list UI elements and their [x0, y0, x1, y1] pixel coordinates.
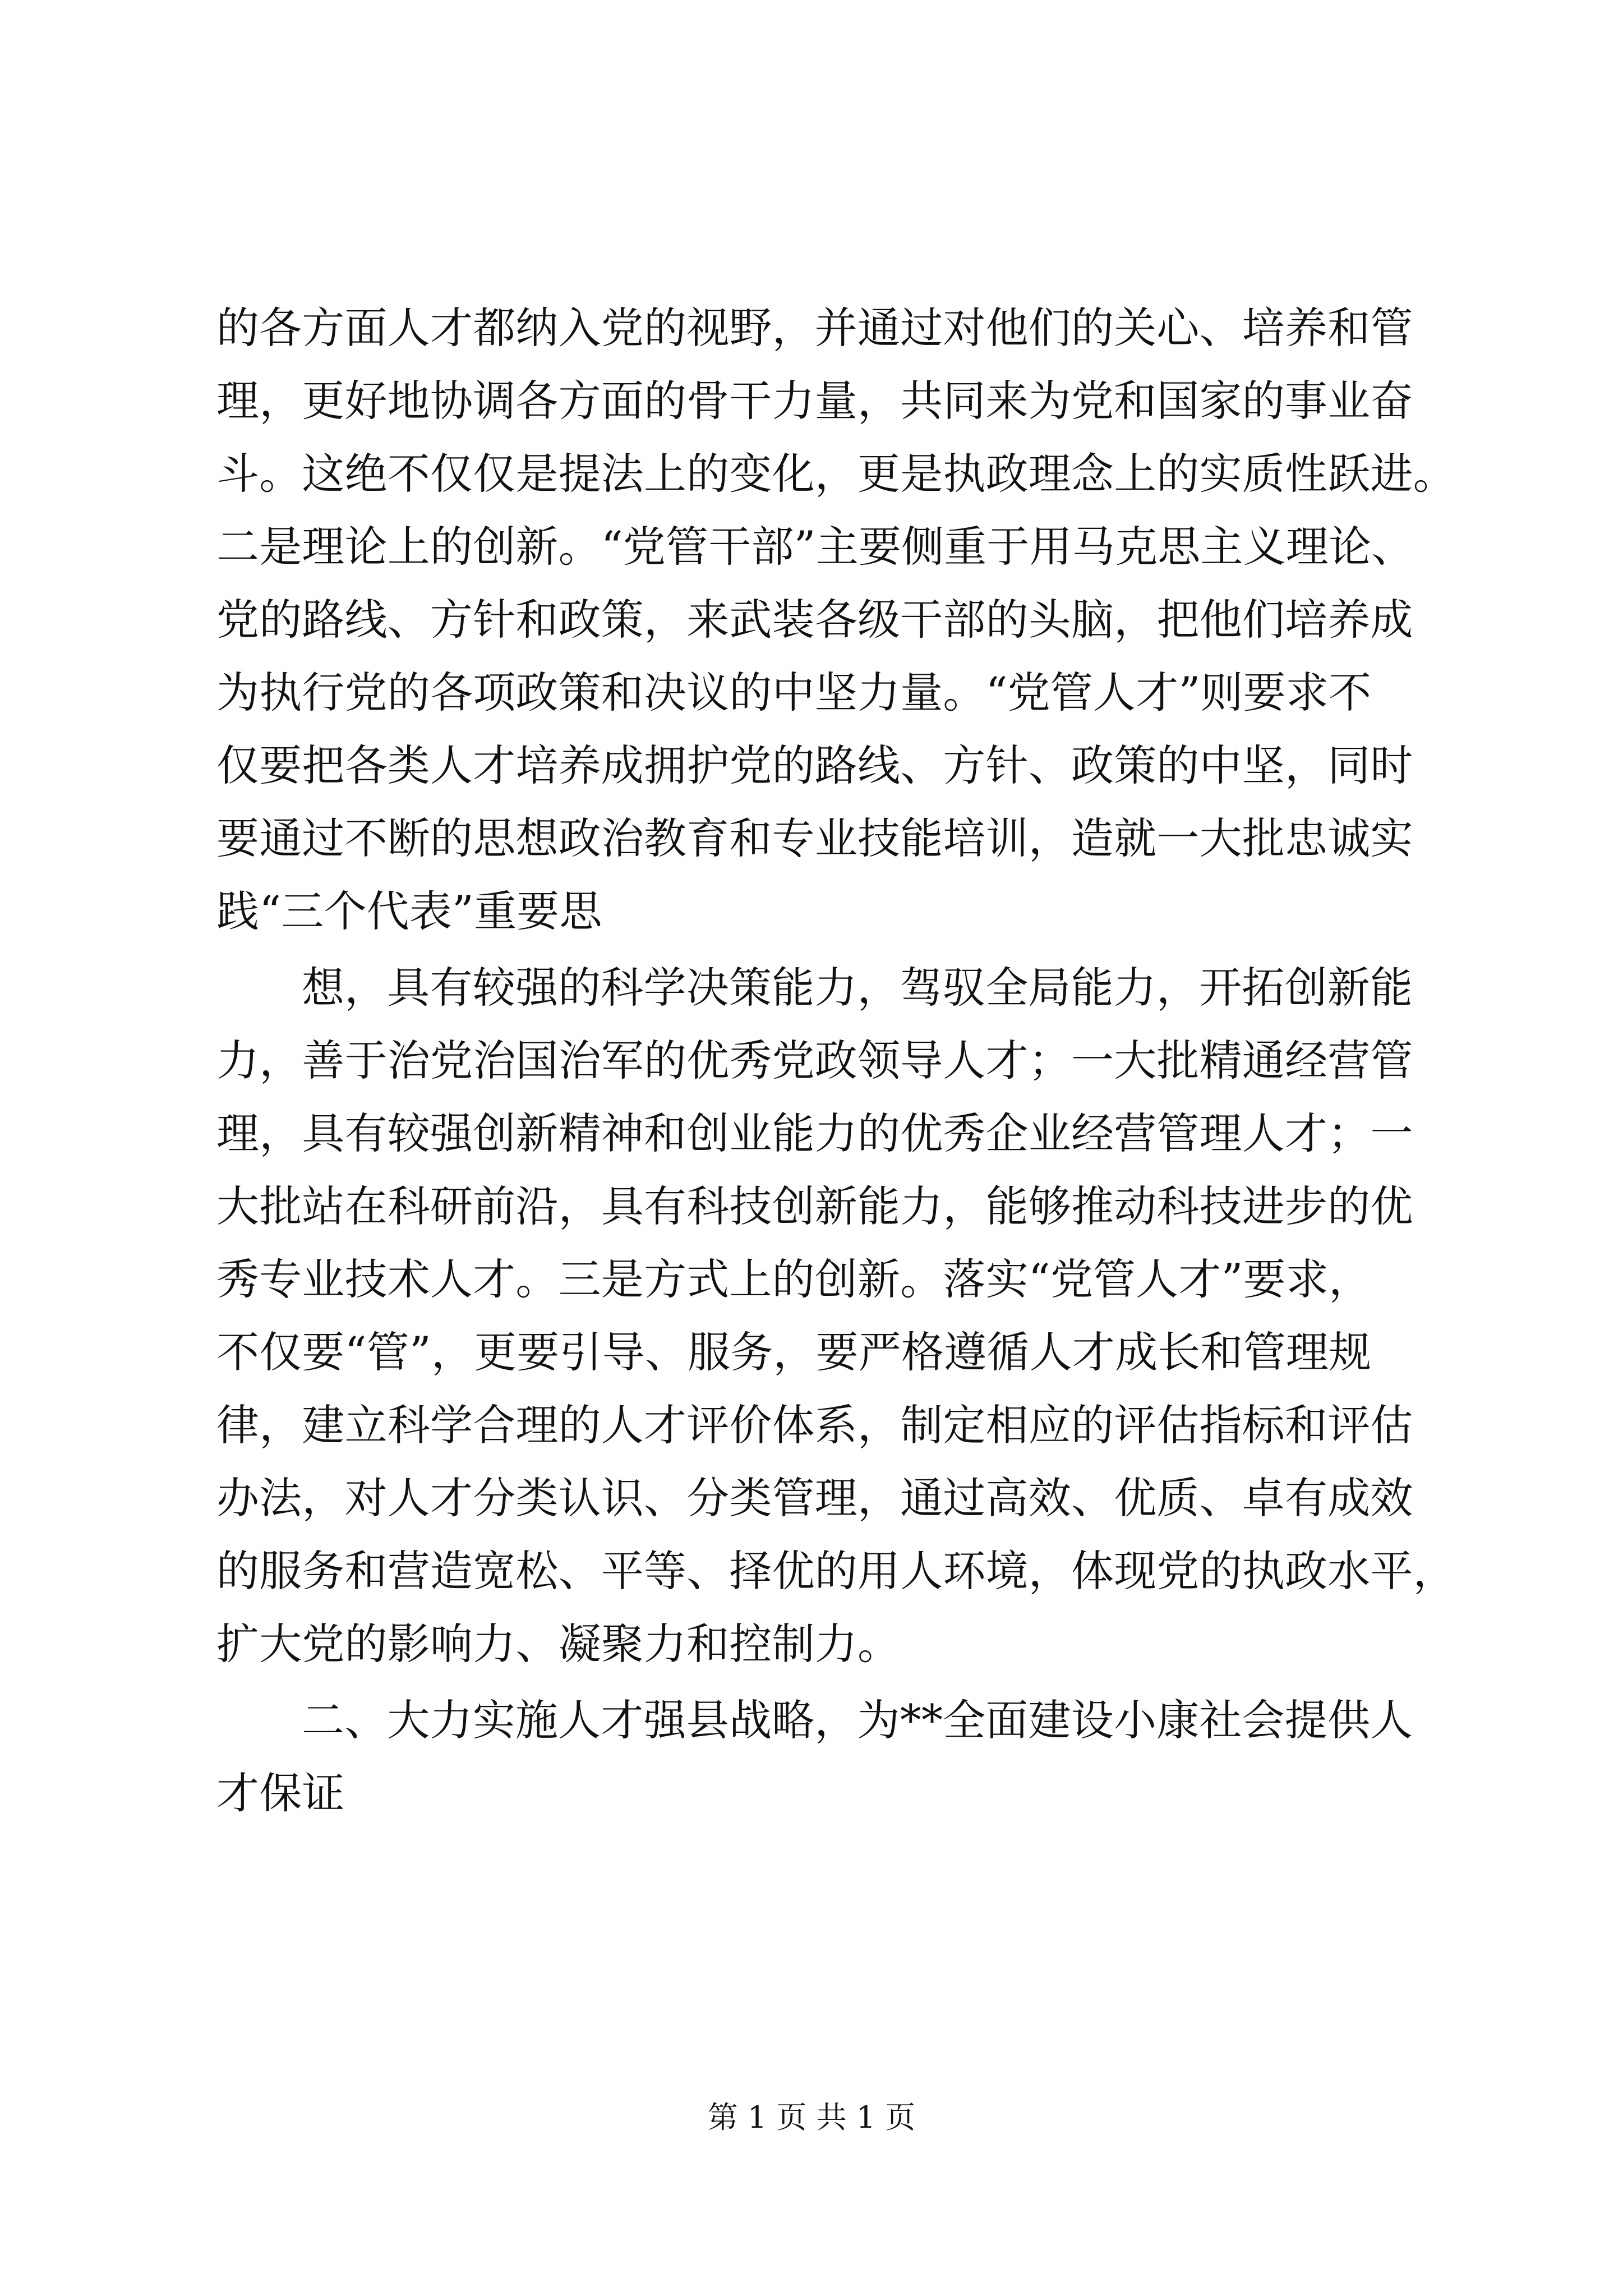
text-line: 斗。这绝不仅仅是提法上的变化，更是执政理念上的实质性跃进。 [216, 449, 1456, 499]
text-line: 办法，对人才分类认识、分类管理，通过高效、优质、卓有成效 [216, 1473, 1413, 1523]
text-line: 党的路线、方针和政策，来武装各级干部的头脑，把他们培养成 [216, 595, 1413, 645]
text-line: 的服务和营造宽松、平等、择优的用人环境，体现党的执政水平， [216, 1546, 1456, 1596]
text-line: 理，具有较强创新精神和创业能力的优秀企业经营管理人才；一 [216, 1108, 1413, 1158]
text-line: 要通过不断的思想政治教育和专业技能培训，造就一大批忠诚实 [216, 813, 1413, 863]
text-line: 践“三个代表”重要思 [216, 886, 602, 936]
paragraph-start-line: 想，具有较强的科学决策能力，驾驭全局能力，开拓创新能 [302, 963, 1413, 1013]
section-heading-line: 才保证 [216, 1768, 345, 1818]
text-line: 理，更好地协调各方面的骨干力量，共同来为党和国家的事业奋 [216, 376, 1413, 426]
text-line: 力，善于治党治国治军的优秀党政领导人才；一大批精通经营管 [216, 1036, 1413, 1085]
text-line: 律，建立科学合理的人才评价体系，制定相应的评估指标和评估 [216, 1400, 1413, 1450]
section-heading-line: 二、大力实施人才强县战略，为**全面建设小康社会提供人 [302, 1695, 1413, 1745]
text-line: 不仅要“管”，更要引导、服务，要严格遵循人才成长和管理规 [216, 1327, 1372, 1377]
text-line: 为执行党的各项政策和决议的中坚力量。“党管人才”则要求不 [216, 668, 1372, 717]
text-line: 二是理论上的创新。“党管干部”主要侧重于用马克思主义理论、 [216, 522, 1414, 572]
text-line: 仅要把各类人才培养成拥护党的路线、方针、政策的中坚，同时 [216, 740, 1413, 790]
document-body [216, 292, 1456, 1830]
text-line: 的各方面人才都纳入党的视野，并通过对他们的关心、培养和管 [216, 303, 1413, 353]
text-line: 秀专业技术人才。三是方式上的创新。落实“党管人才”要求， [216, 1254, 1372, 1304]
text-line: 扩大党的影响力、凝聚力和控制力。 [216, 1619, 901, 1669]
page-number-footer: 第 1 页 共 1 页 [707, 2100, 916, 2135]
text-line: 大批站在科研前沿，具有科技创新能力，能够推动科技进步的优 [216, 1181, 1413, 1231]
